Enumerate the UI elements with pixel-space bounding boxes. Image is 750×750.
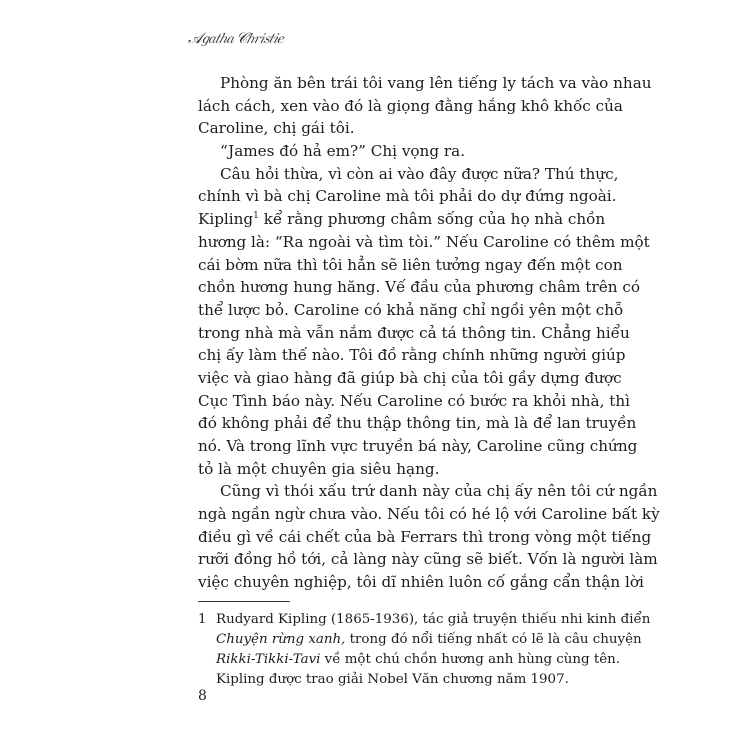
footnote-text: trong đó nổi tiếng nhất có lẽ là câu chuyện [345,632,642,647]
text-line: thể lược bỏ. Caroline có khả năng chỉ ngồi yên một chỗ [198,300,624,319]
text-line: lách cách, xen vào đó là giọng đằng hắng khô khốc của [198,96,623,115]
text-line: chị ấy làm thế nào. Tôi đồ rằng chính những người giúp [198,346,626,365]
text-line: Cũng vì thói xấu trứ danh này của chị ấy nên tôi cứ ngần [220,482,658,501]
text-line: ngà ngần ngừ chưa vào. Nếu tôi có hé lộ với Caroline bất kỳ [198,505,660,524]
text-line: việc chuyên nghiệp, tôi dĩ nhiên luôn cố gắng cẩn thận lời [198,573,644,592]
text-line: điều gì về cái chết của bà Ferrars thì trong vòng một tiếng [198,527,652,546]
text-line [198,208,606,231]
footnote-text: về một chú chồn hương anh hùng cùng tên. [320,652,621,667]
footnote-line: Kipling được trao giải Nobel Văn chương năm 1907. [216,672,569,687]
text-line: hương là: “Ra ngoài và tìm tòi.” Nếu Caroline có thêm một [198,232,650,251]
text-line: đó không phải để thu thập thông tin, mà là để lan truyền [198,414,637,433]
page-number: 8 [198,688,207,704]
text-line: Câu hỏi thừa, vì còn ai vào đây được nữa? Thú thực, [220,164,619,183]
footnote-line: Rudyard Kipling (1865-1936), tác giả truyện thiếu nhi kinh điển [216,612,651,627]
text-line: chồn hương hung hăng. Vế đầu của phương châm trên có [198,278,641,297]
text-line: cái bờm nữa thì tôi hẳn sẽ liên tưởng ngay đến một con [198,255,623,274]
text-line: tỏ là một chuyên gia siêu hạng. [198,459,440,478]
footnote-number: 1 [198,612,207,627]
body-text [198,72,660,594]
footnote-line [198,650,621,670]
footnote-line [198,630,642,650]
text-line: nó. Và trong lĩnh vực truyền bá này, Caroline cũng chứng [198,437,638,455]
footnote-marker: 1 [253,211,259,222]
text-line: việc và giao hàng đã giúp bà chị của tôi gầy dựng được [198,368,622,387]
author-signature: 𝒜𝑔𝑎𝑡ℎ𝑎 𝒞ℎ𝑟𝑖𝑠𝑡𝑖𝑒 [188,31,283,47]
text-line: trong nhà mà vẫn nắm được cả tá thông tin. Chẳng hiểu [198,323,630,342]
book-title: Chuyện rừng xanh, [216,632,346,647]
story-title: Rikki-Tikki-Tavi [216,652,321,667]
footnote-divider [198,601,290,602]
text-line: chính vì bà chị Caroline mà tôi phải do dự đứng ngoài. [198,187,617,206]
kipling-word: Kipling [198,210,254,229]
footnote [198,610,651,690]
text-line: Cục Tình báo này. Nếu Caroline có bước ra khỏi nhà, thì [198,391,630,410]
text-line: Phòng ăn bên trái tôi vang lên tiếng ly tách va vào nhau [220,74,652,92]
text-line: Caroline, chị gái tôi. [198,119,355,138]
text-line: “James đó hả em?” Chị vọng ra. [220,142,466,161]
text-line-rest: kể rằng phương châm sống của họ nhà chồn [263,210,606,229]
text-line: rưỡi đồng hồ tới, cả làng này cũng sẽ biết. Vốn là người làm [198,550,658,569]
